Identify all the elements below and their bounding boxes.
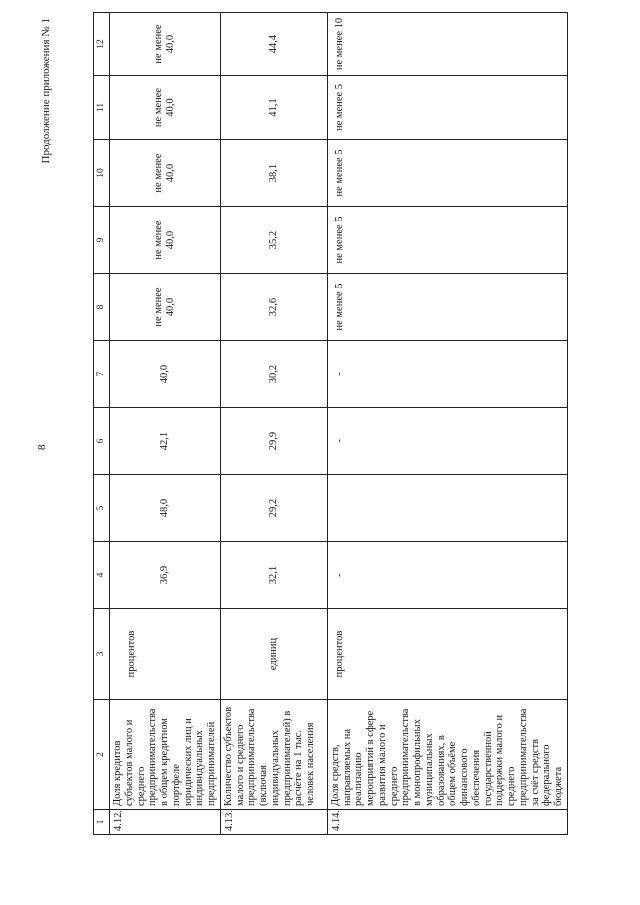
header-cell: 10 bbox=[94, 140, 110, 207]
row-number: 4.12. bbox=[110, 810, 221, 835]
row-number: 4.13. bbox=[220, 810, 327, 835]
value-cell: не менее 10 bbox=[327, 13, 567, 76]
header-cell: 6 bbox=[94, 408, 110, 475]
indicator-name: Доля средств, направляемых на реализацию мероприятий в сфере развития малого и среднего предпринимательства в монопрофильных муниципальных образованиях, в общем объёме финансового обеспечения государственной поддержки малого и среднего предпринимательства за счёт средств федерального бюджета bbox=[327, 700, 567, 810]
page-number: 8 bbox=[36, 444, 48, 450]
header-cell: 8 bbox=[94, 274, 110, 341]
value-cell: 36,9 bbox=[110, 542, 221, 609]
header-cell: 5 bbox=[94, 475, 110, 542]
value-cell: не менее 40,0 bbox=[110, 207, 221, 274]
indicator-name: Количество субъектов малого и среднего предпринимательства (включая индивидуальных предпринимателей) в расчёте на 1 тыс. человек населения bbox=[220, 700, 327, 810]
value-cell: 42,1 bbox=[110, 408, 221, 475]
value-cell: не менее 40,0 bbox=[110, 76, 221, 140]
unit-cell: процентов bbox=[110, 609, 221, 700]
indicators-table bbox=[93, 12, 568, 835]
header-cell: 7 bbox=[94, 341, 110, 408]
table-row bbox=[327, 13, 567, 835]
value-cell: - bbox=[327, 341, 567, 408]
value-cell: не менее 5 bbox=[327, 140, 567, 207]
value-cell: 38,1 bbox=[220, 140, 327, 207]
value-cell: не менее 40,0 bbox=[110, 140, 221, 207]
continuation-label: Продолжение приложения № 1 bbox=[40, 18, 52, 164]
row-number: 4.14. bbox=[327, 810, 567, 835]
value-cell: 41,1 bbox=[220, 76, 327, 140]
value-cell: 35,2 bbox=[220, 207, 327, 274]
value-cell: не менее 40,0 bbox=[110, 274, 221, 341]
header-cell: 3 bbox=[94, 609, 110, 700]
value-cell: 44,4 bbox=[220, 13, 327, 76]
header-cell: 9 bbox=[94, 207, 110, 274]
value-cell: - bbox=[327, 408, 567, 475]
value-cell: не менее 5 bbox=[327, 274, 567, 341]
table-row bbox=[110, 13, 221, 835]
header-cell: 4 bbox=[94, 542, 110, 609]
value-cell: 32,6 bbox=[220, 274, 327, 341]
value-cell: 30,2 bbox=[220, 341, 327, 408]
value-cell: 48,0 bbox=[110, 475, 221, 542]
header-cell: 11 bbox=[94, 76, 110, 140]
value-cell: 32,1 bbox=[220, 542, 327, 609]
value-cell: не менее 5 bbox=[327, 76, 567, 140]
table-header-row bbox=[94, 13, 110, 835]
header-cell: 1 bbox=[94, 810, 110, 835]
value-cell: не менее 5 bbox=[327, 207, 567, 274]
unit-cell: процентов bbox=[327, 609, 567, 700]
value-cell: не менее 40,0 bbox=[110, 13, 221, 76]
header-cell: 12 bbox=[94, 13, 110, 76]
indicator-name: Доля кредитов субъектов малого и среднего предпринимательства в общем кредитном портфеле юридических лиц и индивидуальных предпринимателей bbox=[110, 700, 221, 810]
value-cell: 40,0 bbox=[110, 341, 221, 408]
value-cell: - bbox=[327, 542, 567, 609]
value-cell bbox=[327, 475, 567, 542]
value-cell: 29,2 bbox=[220, 475, 327, 542]
table-row bbox=[220, 13, 327, 835]
header-cell: 2 bbox=[94, 700, 110, 810]
value-cell: 29,9 bbox=[220, 408, 327, 475]
unit-cell: единиц bbox=[220, 609, 327, 700]
